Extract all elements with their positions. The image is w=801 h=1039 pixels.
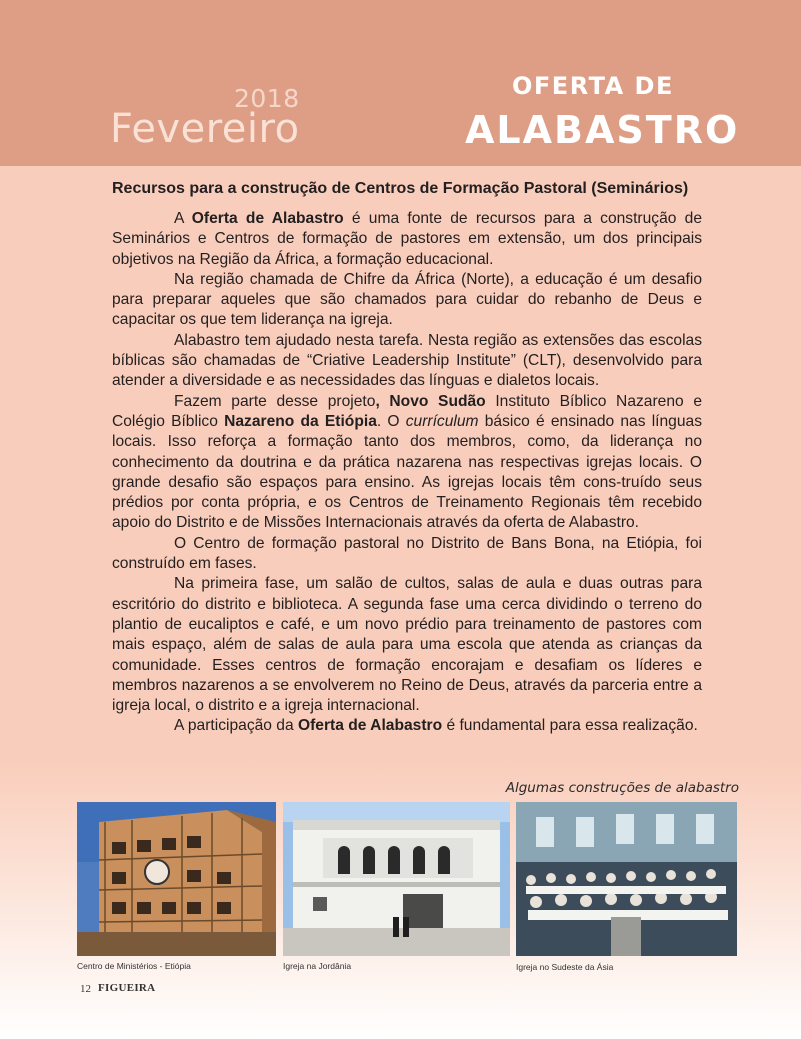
header-offer-name: ALABASTRO [465,108,740,152]
header-year: 2018 [234,84,300,113]
photo-ministry-center-image [77,802,276,956]
paragraph-5: O Centro de formação pastoral no Distrito de Bans Bona, na Etiópia, foi construído em fases. [112,534,702,573]
photo-jordan-church-image [283,802,510,956]
paragraph-6: Na primeira fase, um salão de cultos, salas de aula e duas outras para escritório do distrito e biblioteca. A segunda fase uma cerca dividindo o terreno do plantio de eucaliptos e café, e um novo prédio para treinamento de pastores com mais espaço, além de salas de aula para uma escola que atenda as crianças da comunidade. Esses centros de formação encorajam e desafiam os líderes e membros nazarenos a se envolverem no Reino de Deus, através da parceria entre a igreja local, o distrito e a igreja internacional. [112,575,702,715]
text-run: básico é ensinado nas línguas locais. Isso reforça a formação tanto dos membros, como, da liderança no conhecimento da doutrina e da prática nazarena nas respectivas igrejas locais. O grande desafio são espaços para ensino. As igrejas locais têm cons-truído seus prédios por conta própria, e os Centros de Treinamento Regionais têm recebido apoio do Distrito e de Missões Internacionais através da oferta de Alabastro. [112,412,702,532]
photo-asia-church-image [516,802,737,956]
text-run: é fundamental para essa realização. [442,717,698,735]
header-band [0,0,801,166]
bold-run: Oferta de Alabastro [191,210,344,227]
article-subtitle: Recursos para a construção de Centros de Formação Pastoral (Seminários) [112,180,689,197]
header-offer-label: OFERTA DE [512,72,674,100]
gallery-caption: Algumas construções de alabastro [505,780,739,796]
text-run: Fazem parte desse projeto [174,392,376,410]
text-run: Instituto Bíblico Nazareno e Colégio Bíblico [112,392,702,430]
text-run: . O [376,412,406,430]
photo-caption-2: Igreja na Jordânia [283,961,352,971]
text-run: A [174,210,192,227]
page-number: 12 [80,983,91,995]
paragraph-7 [112,716,702,736]
photo-caption-1: Centro de Ministérios - Etiópia [77,961,191,971]
photo-ministry-center [77,802,276,956]
bold-run: Nazareno da Etiópia [224,412,377,430]
italic-run: currículum [405,412,479,430]
paragraph-1 [112,209,702,270]
bold-run: Oferta de Alabastro [297,717,443,735]
paragraph-2: Na região chamada de Chifre da África (Norte), a educação é um desafio para preparar aqueles que são chamados para cuidar do rebanho de Deus e capacitar os que tem liderança na igreja. [112,270,702,329]
header-month: Fevereiro [110,106,300,152]
photo-jordan-church [283,802,510,956]
publication-name: FIGUEIRA [98,982,156,994]
text-run: A participação da [174,717,298,735]
photo-caption-3: Igreja no Sudeste da Ásia [516,962,614,972]
text-run: é uma fonte de recursos para a construção de Seminários e Centros de formação de pastores em extensão, um dos principais objetivos na Região da África, a formação educacional. [112,210,703,268]
paragraph-3: Alabastro tem ajudado nesta tarefa. Nesta região as extensões das escolas bíblicas são chamadas de “Criative Leadership Institute” (CLT), desenvolvido para atender a diversidade e as necessidades das línguas e dialetos locais. [112,331,702,390]
article-body [112,209,702,737]
bold-run: , Novo Sudão [375,392,486,410]
photo-asia-church [516,802,737,956]
paragraph-4 [112,392,702,534]
